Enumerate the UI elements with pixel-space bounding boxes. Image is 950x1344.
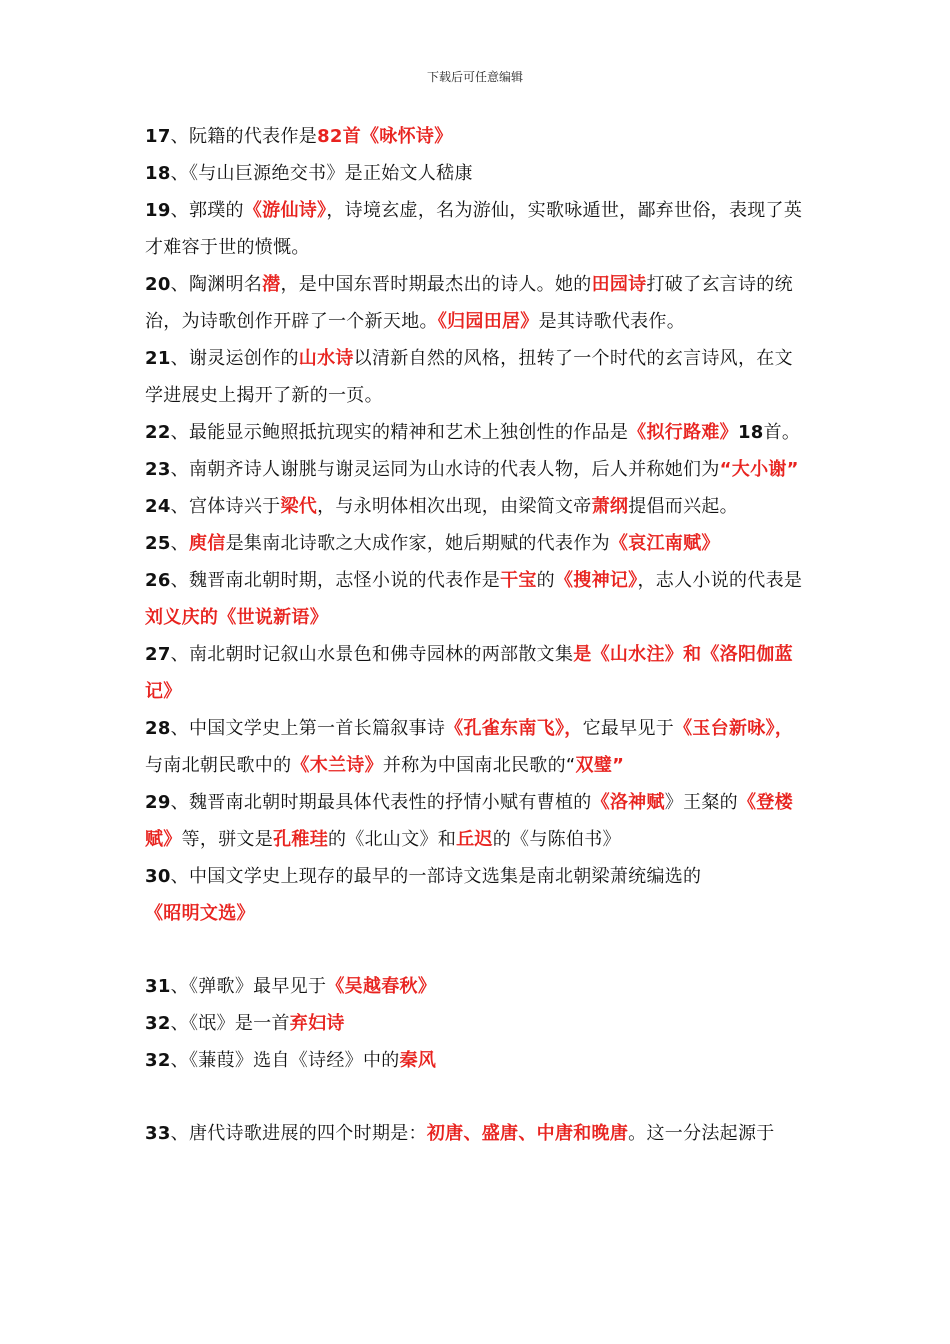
highlight-text: 《游仙诗》 [243,200,327,221]
highlight-text: 丘迟 [456,829,493,850]
body-text: 、郭璞的 [170,200,244,221]
highlight-text: 庾信 [188,533,226,554]
body-text: 是其诗歌代表作。 [538,311,686,332]
body-text: 首。 [763,422,801,443]
body-text: 、陶渊明名 [170,274,263,295]
list-item [145,525,810,562]
item-number: 24 [145,496,171,517]
highlight-text: 弃妇诗 [289,1013,345,1034]
body-text: 的 [536,570,555,591]
highlight-text: 《搜神记》 [554,570,638,591]
highlight-text: 《拟行路难》 [628,422,738,443]
list-item [145,858,810,932]
list-item [145,118,810,155]
item-number: 31 [145,976,171,997]
body-text: 提倡而兴起。 [628,496,738,517]
list-item [145,562,810,636]
body-text: 、阮籍的代表作是 [170,126,318,147]
list-item [145,636,810,710]
body-text: ，志人小说的代表是 [637,570,803,591]
page-header: 下载后可任意编辑 [426,70,523,84]
item-number: 23 [145,459,171,480]
item-number: 19 [145,200,171,221]
highlight-text: 初唐、盛唐、中唐和晚唐 [426,1123,629,1144]
body-text: 、魏晋南北朝时期，志怪小说的代表作是 [170,570,501,591]
body-text: 。这一分法起源于 [628,1123,775,1144]
body-text: ，是中国东晋时期最杰出的诗人。她的 [280,274,592,295]
list-item [145,710,810,784]
list-item [145,1115,810,1152]
list-item [145,155,810,192]
body-text: 、 [170,533,189,554]
body-text: 、中国文学史上第一首长篇叙事诗 [170,718,446,739]
highlight-text: 《归园田居》 [437,311,539,332]
list-item [145,1005,810,1042]
body-text: 、魏晋南北朝时期最具体代表性的抒情小赋有曹植的 [170,792,592,813]
list-item [145,784,810,858]
highlight-text: 梁代 [280,496,318,517]
highlight-text: 《木兰诗》 [291,755,383,776]
body-text: 与南北朝民歌中的 [145,755,292,776]
body-text: 、唐代诗歌进展的四个时期是： [170,1123,427,1144]
highlight-text: 山水诗 [298,348,354,369]
item-number: 26 [145,570,171,591]
body-text: 18 [737,422,764,443]
body-text: 、《与山巨源绝交书》是正始文人嵇康 [170,163,473,184]
item-number: 22 [145,422,171,443]
highlight-text: “大小谢” [719,459,799,480]
document-body [145,118,810,1152]
item-number: 32 [145,1013,171,1034]
body-text: 、《氓》是一首 [170,1013,290,1034]
highlight-text: 是《山水注》和《洛阳伽蓝记》 [145,644,793,702]
item-number: 17 [145,126,171,147]
highlight-text: 干宝 [500,570,537,591]
body-text: 、谢灵运创作的 [170,348,299,369]
item-number: 33 [145,1123,171,1144]
list-item [145,451,810,488]
highlight-text: 田园诗 [591,274,647,295]
item-number: 28 [145,718,171,739]
item-number: 21 [145,348,171,369]
list-item [145,414,810,451]
list-item [145,968,810,1005]
body-text: 打破了玄言诗的统治，为诗歌创作开辟了一个新天地。 [145,274,793,332]
list-item [145,488,810,525]
highlight-text: 萧纲 [591,496,629,517]
body-text: ，与永明体相次出现，由梁简文帝 [317,496,592,517]
item-number: 30 [145,866,171,887]
body-text: 》王粲的 [664,792,738,813]
highlight-text: 82首《咏怀诗》 [317,126,453,147]
highlight-text: 《吴越春秋》 [326,976,437,997]
item-number: 27 [145,644,171,665]
body-text: 等，骈文是 [181,829,274,850]
highlight-text: 双璧” [575,755,625,776]
body-text: ，诗境玄虚，名为游仙，实歌咏遁世，鄙弃世俗，表现了英才难容于世的愤慨。 [145,200,803,258]
body-text: 、南朝齐诗人谢朓与谢灵运同为山水诗的代表人物，后人并称她们为 [170,459,720,480]
body-text: 以清新自然的风格，扭转了一个时代的玄言诗风，在文学进展史上揭开了新的一页。 [145,348,793,406]
highlight-text: 《哀江南赋》 [609,533,720,554]
highlight-text: 《昭明文选》 [145,903,255,924]
item-number: 29 [145,792,171,813]
highlight-text: 孔稚珪 [273,829,329,850]
highlight-text: 《洛神赋 [591,792,665,813]
highlight-text: 秦风 [399,1050,437,1071]
body-text: 、《蒹葭》选自《诗经》中的 [170,1050,400,1071]
body-text: 、南北朝时记叙山水景色和佛寺园林的两部散文集 [170,644,574,665]
body-text: 的《与陈伯书》 [492,829,621,850]
list-item [145,266,810,340]
highlight-text: 《登楼赋》 [145,792,793,850]
body-text: 的《北山文》和 [328,829,457,850]
item-number: 18 [145,163,171,184]
item-number: 20 [145,274,171,295]
body-text: 、最能显示鲍照抵抗现实的精神和艺术上独创性的作品是 [170,422,629,443]
list-item [145,192,810,266]
highlight-text: 刘义庆的《世说新语》 [145,607,328,628]
list-item [145,1042,810,1079]
item-number: 25 [145,533,171,554]
list-item [145,340,810,414]
body-text: 并称为中国南北民歌的“ [382,755,576,776]
item-number: 32 [145,1050,171,1071]
highlight-text: 《孔雀东南飞》， [445,718,583,739]
body-text: 它最早见于 [582,718,675,739]
body-text: 、《弹歌》最早见于 [170,976,327,997]
highlight-text: 《玉台新咏》， [674,718,794,739]
body-text: 是集南北诗歌之大成作家，她后期赋的代表作为 [225,533,610,554]
body-text: 、宫体诗兴于 [170,496,281,517]
highlight-text: 潜 [262,274,281,295]
body-text: 、中国文学史上现存的最早的一部诗文选集是南北朝梁萧统编选的 [170,866,702,887]
